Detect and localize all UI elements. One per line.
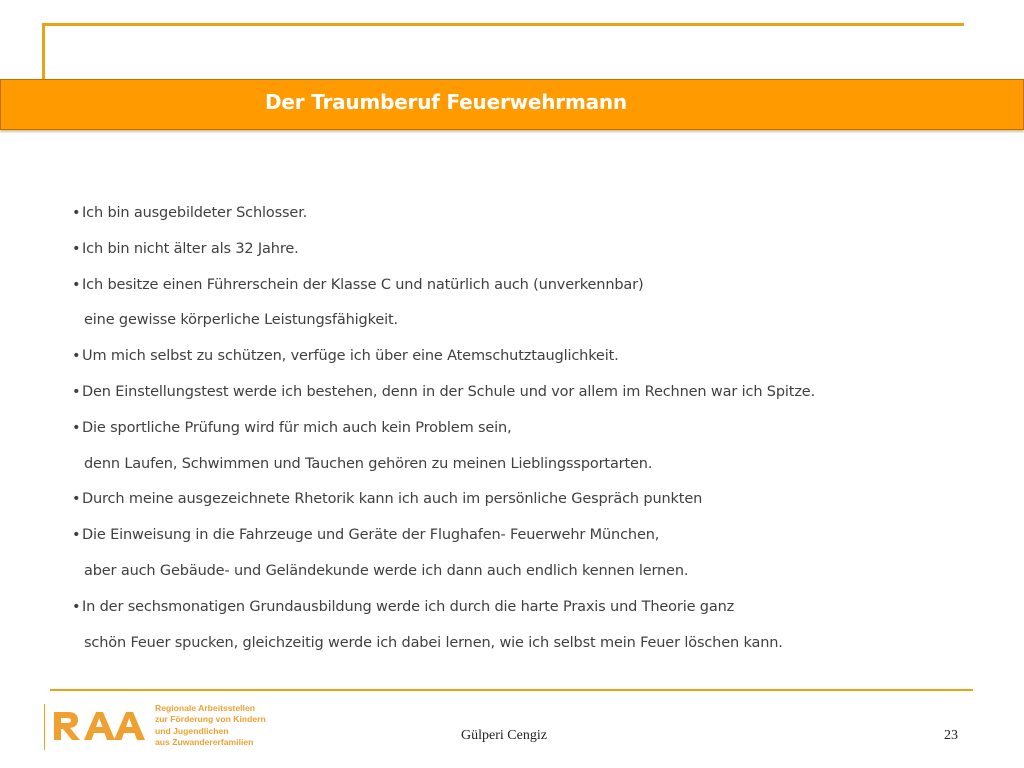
decorative-frame-left — [42, 23, 45, 79]
continuation-text: schön Feuer spucken, gleichzeitig werde ich dabei lernen, wie ich selbst mein Feuer löschen kann. — [84, 634, 783, 651]
raa-logo — [44, 704, 284, 752]
bullet-text: In der sechsmonatigen Grundausbildung werde ich durch die harte Praxis und Theorie ganz — [82, 598, 735, 615]
bullet-marker: • — [72, 419, 81, 436]
logo-text-line: aus Zuwandererfamilien — [155, 737, 254, 748]
bullet-marker: • — [72, 240, 81, 257]
bullet-line — [72, 339, 972, 375]
slide-title: Der Traumberuf Feuerwehrmann — [265, 90, 627, 114]
bullet-line — [72, 482, 972, 518]
footer-author: Gülperi Cengiz — [461, 728, 547, 743]
continuation-text: denn Laufen, Schwimmen und Tauchen gehören zu meinen Lieblingssportarten. — [84, 455, 653, 472]
logo-divider — [44, 704, 45, 750]
bullet-text: Die sportliche Prüfung wird für mich auch kein Problem sein, — [82, 419, 512, 436]
continuation-line — [72, 447, 972, 483]
bullet-marker: • — [72, 276, 81, 293]
bullet-text: Durch meine ausgezeichnete Rhetorik kann ich auch im persönliche Gespräch punkten — [82, 491, 703, 508]
bullet-text: Um mich selbst zu schützen, verfüge ich über eine Atemschutztauglichkeit. — [82, 348, 619, 365]
bullet-line — [72, 518, 972, 554]
bullet-text: Ich bin ausgebildeter Schlosser. — [82, 205, 308, 221]
continuation-line — [72, 554, 972, 590]
bullet-marker: • — [72, 598, 81, 615]
bullet-text: Die Einweisung in die Fahrzeuge und Geräte der Flughafen- Feuerwehr München, — [82, 527, 660, 544]
title-bar — [0, 79, 1024, 130]
bullet-line — [72, 196, 972, 232]
bullet-marker: • — [72, 205, 81, 221]
bullet-marker: • — [72, 491, 81, 508]
continuation-text: eine gewisse körperliche Leistungsfähigkeit. — [84, 312, 398, 329]
bullet-marker: • — [72, 383, 81, 400]
logo-text-line: zur Förderung von Kindern — [155, 714, 266, 725]
bullet-line — [72, 375, 972, 411]
logo-text-line: Regionale Arbeitsstellen — [155, 703, 255, 713]
continuation-line — [72, 303, 972, 339]
bullet-text: Ich besitze einen Führerschein der Klasse C und natürlich auch (unverkennbar) — [82, 276, 644, 293]
bullet-line — [72, 411, 972, 447]
bullet-text: Den Einstellungstest werde ich bestehen, denn in der Schule und vor allem im Rechnen war ich Spitze. — [82, 383, 816, 400]
bullet-line — [72, 590, 972, 626]
decorative-frame-top — [42, 23, 964, 26]
bullet-text: Ich bin nicht älter als 32 Jahre. — [82, 240, 299, 257]
bullet-marker: • — [72, 348, 81, 365]
bullet-line — [72, 268, 972, 304]
logo-text — [155, 703, 290, 749]
bullet-marker: • — [72, 527, 81, 544]
logo-text-line: und Jugendlichen — [155, 725, 229, 736]
bullet-list — [72, 196, 972, 661]
continuation-text: aber auch Gebäude- und Geländekunde werde ich dann auch endlich kennen lernen. — [84, 562, 689, 579]
page-number: 23 — [944, 728, 958, 743]
raa-logo-mark — [48, 706, 148, 746]
bullet-line — [72, 232, 972, 268]
footer-rule — [50, 689, 973, 691]
continuation-line — [72, 626, 972, 662]
